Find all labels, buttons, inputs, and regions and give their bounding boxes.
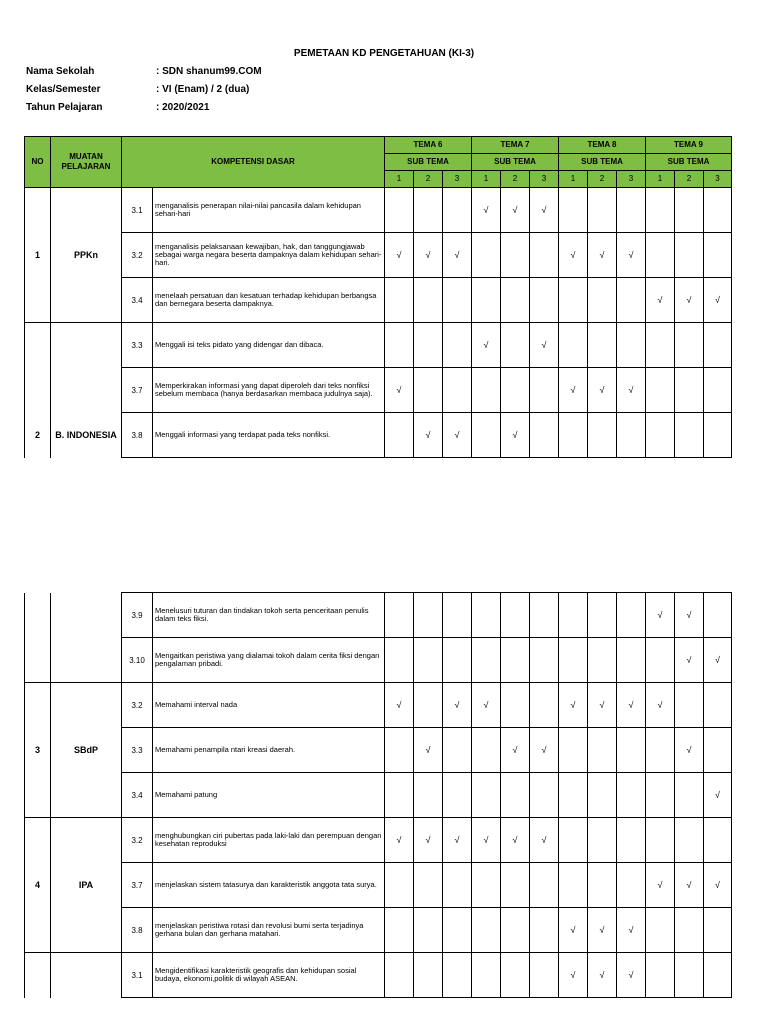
kd-description: menganalisis penerapan nilai-nilai pancasila dalam kehidupan sehari-hari: [153, 188, 385, 233]
kd-code: 3.7: [122, 368, 153, 413]
empty-cell: [472, 773, 501, 818]
empty-cell: [443, 953, 472, 998]
subject-name: IPA: [51, 818, 122, 953]
empty-cell: [472, 953, 501, 998]
check-mark: √: [675, 638, 704, 683]
kd-description: Memperkirakan informasi yang dapat diperoleh dari teks nonfiksi sebelum membaca (hanya berdasarkan membaca judulnya saja).: [153, 368, 385, 413]
empty-cell: [414, 593, 443, 638]
row-number: 1: [25, 188, 51, 323]
check-mark: √: [472, 323, 501, 368]
empty-cell: [501, 593, 530, 638]
check-mark: √: [530, 323, 559, 368]
empty-cell: [472, 593, 501, 638]
check-mark: √: [617, 953, 646, 998]
empty-cell: [530, 368, 559, 413]
empty-cell: [385, 863, 414, 908]
check-mark: √: [704, 863, 732, 908]
kd-description: menelaah persatuan dan kesatuan terhadap kehidupan berbangsa dan bernegara beserta dampaknya.: [153, 278, 385, 323]
check-mark: √: [704, 773, 732, 818]
empty-cell: [385, 908, 414, 953]
table-row: [25, 278, 732, 323]
empty-cell: [414, 683, 443, 728]
empty-cell: [472, 413, 501, 458]
empty-cell: [443, 863, 472, 908]
kd-code: 3.8: [122, 413, 153, 458]
empty-cell: [646, 953, 675, 998]
row-number: [25, 953, 51, 998]
header-subtema: SUB TEMA: [559, 154, 646, 171]
header-sub-3: 3: [530, 171, 559, 188]
check-mark: √: [443, 683, 472, 728]
empty-cell: [646, 413, 675, 458]
empty-cell: [646, 638, 675, 683]
table-row: [25, 728, 732, 773]
check-mark: √: [559, 683, 588, 728]
check-mark: √: [675, 863, 704, 908]
check-mark: √: [675, 278, 704, 323]
kd-code: 3.3: [122, 323, 153, 368]
empty-cell: [414, 953, 443, 998]
empty-cell: [472, 638, 501, 683]
table-row: [25, 188, 732, 233]
kd-description: Mengidentifikasi karakteristik geografis dan kehidupan sosial budaya, ekonomi,politik di wilayah ASEAN.: [153, 953, 385, 998]
empty-cell: [704, 728, 732, 773]
empty-cell: [646, 368, 675, 413]
empty-cell: [617, 323, 646, 368]
empty-cell: [704, 683, 732, 728]
empty-cell: [414, 188, 443, 233]
empty-cell: [559, 818, 588, 863]
empty-cell: [704, 323, 732, 368]
empty-cell: [675, 908, 704, 953]
kd-description: Menelusuri tuturan dan tindakan tokoh serta penceritaan penulis dalam teks fiksi.: [153, 593, 385, 638]
empty-cell: [559, 413, 588, 458]
empty-cell: [588, 638, 617, 683]
empty-cell: [472, 728, 501, 773]
empty-cell: [414, 638, 443, 683]
empty-cell: [675, 323, 704, 368]
empty-cell: [385, 593, 414, 638]
empty-cell: [588, 818, 617, 863]
check-mark: √: [472, 818, 501, 863]
subject-name: [51, 593, 122, 683]
check-mark: √: [704, 278, 732, 323]
empty-cell: [704, 413, 732, 458]
header-subtema: SUB TEMA: [385, 154, 472, 171]
empty-cell: [704, 593, 732, 638]
check-mark: √: [559, 368, 588, 413]
header-sub-1: 1: [385, 171, 414, 188]
check-mark: √: [646, 683, 675, 728]
kd-description: Memahami penampila ntari kreasi daerah.: [153, 728, 385, 773]
header-sub-2: 2: [588, 171, 617, 188]
check-mark: √: [530, 818, 559, 863]
subject-name: B. INDONESIA: [51, 413, 122, 458]
empty-cell: [472, 233, 501, 278]
kd-code: 3.9: [122, 593, 153, 638]
empty-cell: [675, 188, 704, 233]
empty-cell: [617, 278, 646, 323]
empty-cell: [530, 413, 559, 458]
empty-cell: [443, 278, 472, 323]
header-muatan: MUATAN PELAJARAN: [51, 137, 122, 188]
empty-cell: [646, 773, 675, 818]
empty-cell: [501, 953, 530, 998]
row-number: 2: [25, 413, 51, 458]
empty-cell: [530, 278, 559, 323]
check-mark: √: [443, 413, 472, 458]
empty-cell: [588, 278, 617, 323]
kd-description: Memahami interval nada: [153, 683, 385, 728]
empty-cell: [530, 953, 559, 998]
header-tema-7: TEMA 7: [472, 137, 559, 154]
empty-cell: [617, 818, 646, 863]
empty-cell: [588, 773, 617, 818]
kd-code: 3.3: [122, 728, 153, 773]
kd-description: menganalisis pelaksanaan kewajiban, hak, dan tanggungjawab sebagai warga negara beserta dampaknya dalam kehidupan sehari-hari.: [153, 233, 385, 278]
header-sub-3: 3: [443, 171, 472, 188]
check-mark: √: [559, 233, 588, 278]
empty-cell: [704, 233, 732, 278]
check-mark: √: [530, 188, 559, 233]
header-kd: KOMPETENSI DASAR: [122, 137, 385, 188]
empty-cell: [588, 863, 617, 908]
empty-cell: [443, 323, 472, 368]
kd-code: 3.2: [122, 233, 153, 278]
empty-cell: [530, 593, 559, 638]
empty-cell: [501, 863, 530, 908]
kd-code: 3.4: [122, 278, 153, 323]
empty-cell: [414, 908, 443, 953]
empty-cell: [443, 188, 472, 233]
header-sub-2: 2: [675, 171, 704, 188]
check-mark: √: [646, 593, 675, 638]
table-row: [25, 683, 732, 728]
empty-cell: [385, 413, 414, 458]
empty-cell: [646, 818, 675, 863]
empty-cell: [414, 863, 443, 908]
empty-cell: [588, 188, 617, 233]
info-label: Nama Sekolah: [26, 66, 95, 77]
empty-cell: [385, 278, 414, 323]
empty-cell: [443, 728, 472, 773]
table-row: [25, 638, 732, 683]
document-title: PEMETAAN KD PENGETAHUAN (KI-3): [293, 48, 475, 59]
check-mark: √: [559, 953, 588, 998]
table-row: [25, 818, 732, 863]
empty-cell: [501, 773, 530, 818]
table-row: [25, 908, 732, 953]
check-mark: √: [617, 368, 646, 413]
check-mark: √: [646, 278, 675, 323]
check-mark: √: [443, 818, 472, 863]
empty-cell: [704, 908, 732, 953]
check-mark: √: [588, 908, 617, 953]
empty-cell: [530, 638, 559, 683]
empty-cell: [501, 908, 530, 953]
empty-cell: [385, 638, 414, 683]
empty-cell: [385, 773, 414, 818]
kd-description: menjelaskan sistem tatasurya dan karakteristik anggota tata surya.: [153, 863, 385, 908]
empty-cell: [414, 323, 443, 368]
table-row: [25, 863, 732, 908]
info-label: Tahun Pelajaran: [26, 102, 103, 113]
header-sub-3: 3: [704, 171, 732, 188]
empty-cell: [559, 863, 588, 908]
empty-cell: [443, 593, 472, 638]
check-mark: √: [530, 728, 559, 773]
empty-cell: [675, 368, 704, 413]
kd-description: Memahami patung: [153, 773, 385, 818]
subject-name: [51, 953, 122, 998]
subject-name: SBdP: [51, 683, 122, 818]
empty-cell: [501, 323, 530, 368]
kd-code: 3.2: [122, 683, 153, 728]
empty-cell: [704, 818, 732, 863]
check-mark: √: [617, 908, 646, 953]
row-number: [25, 323, 51, 413]
empty-cell: [443, 368, 472, 413]
header-no: NO: [25, 137, 51, 188]
empty-cell: [530, 863, 559, 908]
empty-cell: [617, 413, 646, 458]
empty-cell: [385, 188, 414, 233]
kd-mapping-table-page-1: [24, 136, 732, 458]
info-value: : SDN shanum99.COM: [156, 66, 262, 77]
empty-cell: [385, 323, 414, 368]
table-row: [25, 323, 732, 368]
check-mark: √: [617, 683, 646, 728]
empty-cell: [675, 818, 704, 863]
empty-cell: [617, 863, 646, 908]
empty-cell: [617, 773, 646, 818]
info-label: Kelas/Semester: [26, 84, 101, 95]
empty-cell: [617, 638, 646, 683]
empty-cell: [704, 953, 732, 998]
empty-cell: [385, 728, 414, 773]
info-value: : VI (Enam) / 2 (dua): [156, 84, 250, 95]
empty-cell: [675, 683, 704, 728]
empty-cell: [414, 278, 443, 323]
check-mark: √: [501, 818, 530, 863]
info-value: : 2020/2021: [156, 102, 210, 113]
kd-code: 3.2: [122, 818, 153, 863]
check-mark: √: [472, 683, 501, 728]
empty-cell: [588, 728, 617, 773]
empty-cell: [617, 188, 646, 233]
empty-cell: [472, 368, 501, 413]
check-mark: √: [588, 953, 617, 998]
empty-cell: [530, 908, 559, 953]
check-mark: √: [675, 593, 704, 638]
empty-cell: [675, 233, 704, 278]
empty-cell: [588, 413, 617, 458]
check-mark: √: [675, 728, 704, 773]
empty-cell: [385, 953, 414, 998]
check-mark: √: [617, 233, 646, 278]
empty-cell: [501, 278, 530, 323]
empty-cell: [675, 953, 704, 998]
check-mark: √: [501, 413, 530, 458]
header-tema-8: TEMA 8: [559, 137, 646, 154]
header-sub-1: 1: [472, 171, 501, 188]
empty-cell: [559, 773, 588, 818]
empty-cell: [501, 233, 530, 278]
empty-cell: [472, 908, 501, 953]
check-mark: √: [414, 728, 443, 773]
header-tema-6: TEMA 6: [385, 137, 472, 154]
header-sub-1: 1: [559, 171, 588, 188]
kd-description: menghubungkan ciri pubertas pada laki-laki dan perempuan dengan kesehatan reproduksi: [153, 818, 385, 863]
table-row: [25, 413, 732, 458]
empty-cell: [559, 188, 588, 233]
empty-cell: [559, 323, 588, 368]
empty-cell: [414, 368, 443, 413]
kd-code: 3.1: [122, 188, 153, 233]
kd-code: 3.1: [122, 953, 153, 998]
kd-description: Menggali isi teks pidato yang didengar dan dibaca.: [153, 323, 385, 368]
empty-cell: [559, 638, 588, 683]
empty-cell: [501, 368, 530, 413]
row-number: 4: [25, 818, 51, 953]
empty-cell: [559, 278, 588, 323]
empty-cell: [704, 188, 732, 233]
empty-cell: [530, 683, 559, 728]
kd-mapping-table-page-2: [24, 592, 732, 998]
empty-cell: [530, 233, 559, 278]
row-number: 3: [25, 683, 51, 818]
header-sub-1: 1: [646, 171, 675, 188]
check-mark: √: [385, 818, 414, 863]
table-row: [25, 368, 732, 413]
empty-cell: [617, 728, 646, 773]
check-mark: √: [472, 188, 501, 233]
check-mark: √: [385, 683, 414, 728]
header-subtema: SUB TEMA: [646, 154, 732, 171]
subject-name: PPKn: [51, 188, 122, 323]
empty-cell: [559, 728, 588, 773]
check-mark: √: [501, 728, 530, 773]
empty-cell: [588, 323, 617, 368]
check-mark: √: [385, 368, 414, 413]
empty-cell: [472, 863, 501, 908]
empty-cell: [530, 773, 559, 818]
empty-cell: [646, 323, 675, 368]
check-mark: √: [588, 683, 617, 728]
kd-code: 3.4: [122, 773, 153, 818]
table-row: [25, 773, 732, 818]
empty-cell: [588, 593, 617, 638]
check-mark: √: [646, 863, 675, 908]
empty-cell: [646, 908, 675, 953]
empty-cell: [501, 638, 530, 683]
check-mark: √: [443, 233, 472, 278]
empty-cell: [646, 188, 675, 233]
header-subtema: SUB TEMA: [472, 154, 559, 171]
check-mark: √: [414, 233, 443, 278]
header-sub-2: 2: [414, 171, 443, 188]
empty-cell: [646, 233, 675, 278]
empty-cell: [501, 683, 530, 728]
kd-description: menjelaskan peristiwa rotasi dan revolusi bumi serta terjadinya gerhana bulan dan gerhana matahari.: [153, 908, 385, 953]
empty-cell: [443, 773, 472, 818]
empty-cell: [617, 593, 646, 638]
kd-description: Menggali informasi yang terdapat pada teks nonfiksi.: [153, 413, 385, 458]
check-mark: √: [414, 413, 443, 458]
empty-cell: [704, 368, 732, 413]
empty-cell: [675, 413, 704, 458]
kd-description: Mengaitkan peristiwa yang dialamai tokoh dalam cerita fiksi dengan pengalaman pribadi.: [153, 638, 385, 683]
row-number: [25, 593, 51, 683]
check-mark: √: [414, 818, 443, 863]
empty-cell: [675, 773, 704, 818]
check-mark: √: [501, 188, 530, 233]
empty-cell: [443, 638, 472, 683]
table-row: [25, 233, 732, 278]
check-mark: √: [559, 908, 588, 953]
kd-code: 3.8: [122, 908, 153, 953]
check-mark: √: [588, 233, 617, 278]
check-mark: √: [704, 638, 732, 683]
header-tema-9: TEMA 9: [646, 137, 732, 154]
check-mark: √: [588, 368, 617, 413]
empty-cell: [472, 278, 501, 323]
subject-name: [51, 323, 122, 413]
header-sub-2: 2: [501, 171, 530, 188]
check-mark: √: [385, 233, 414, 278]
header-sub-3: 3: [617, 171, 646, 188]
empty-cell: [646, 728, 675, 773]
kd-code: 3.10: [122, 638, 153, 683]
table-row: [25, 953, 732, 998]
table-row: [25, 593, 732, 638]
empty-cell: [443, 908, 472, 953]
empty-cell: [414, 773, 443, 818]
kd-code: 3.7: [122, 863, 153, 908]
empty-cell: [559, 593, 588, 638]
